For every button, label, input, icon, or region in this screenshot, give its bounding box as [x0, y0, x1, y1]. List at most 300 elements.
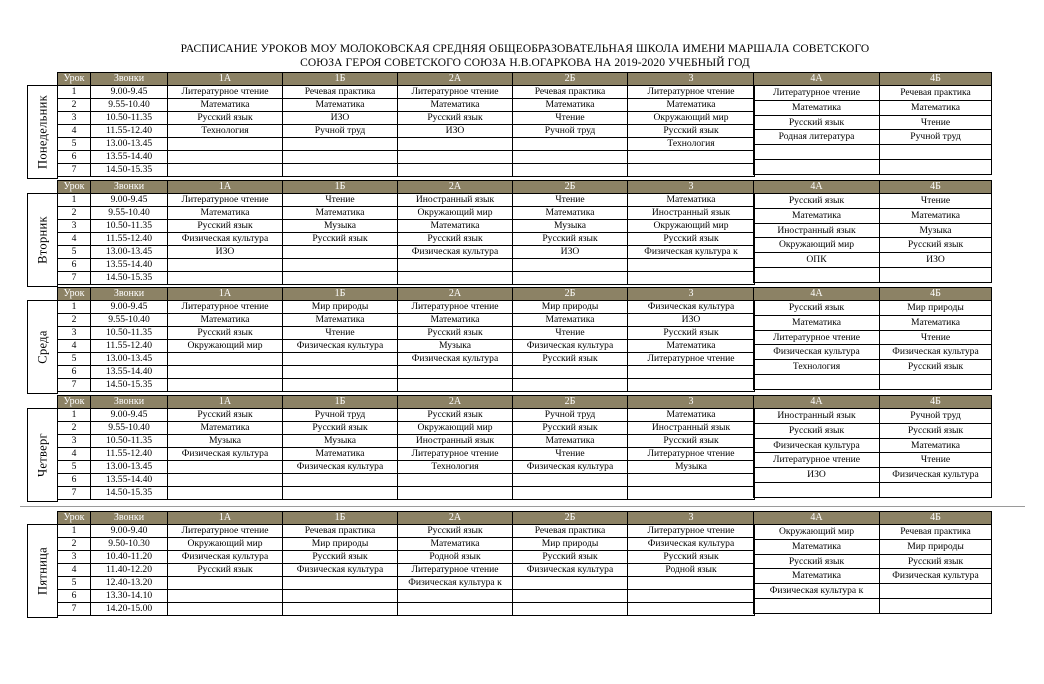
bell-time: 11.55-12.40	[91, 448, 168, 461]
header-lesson: Урок	[58, 396, 91, 409]
header-class: 3	[628, 73, 755, 86]
header-row	[58, 73, 755, 86]
day-label	[27, 193, 58, 287]
bell-time: 13.00-13.45	[91, 353, 168, 366]
day-name: Пятница	[35, 547, 49, 596]
header-class: 2А	[398, 288, 513, 301]
subject-cell: Окружающий мир	[168, 340, 283, 353]
subject-cell	[628, 164, 755, 177]
lesson-number: 1	[58, 525, 91, 538]
subject-cell: Мир природы	[283, 301, 398, 314]
subject-cell	[283, 353, 398, 366]
bell-time: 9.00-9.45	[91, 194, 168, 207]
subject-cell: Музыка	[628, 461, 755, 474]
subject-cell: Литературное чтение	[628, 353, 755, 366]
header-bells: Звонки	[91, 73, 168, 86]
header-lesson: Урок	[58, 181, 91, 194]
day-label	[27, 300, 58, 394]
subject-cell	[513, 366, 628, 379]
table-row	[58, 538, 755, 551]
subject-cell: Русский язык	[754, 115, 880, 130]
lesson-number: 3	[58, 220, 91, 233]
subject-cell: Физическая культура	[283, 461, 398, 474]
table-row	[754, 145, 992, 160]
header-bells: Звонки	[91, 396, 168, 409]
header-bells: Звонки	[91, 288, 168, 301]
subject-cell: Литературное чтение	[754, 330, 880, 345]
lesson-number: 3	[58, 551, 91, 564]
bell-time: 14.50-15.35	[91, 379, 168, 392]
table-row	[754, 482, 992, 497]
header-class: 1Б	[283, 181, 398, 194]
subject-cell: Физическая культура	[168, 233, 283, 246]
header-class: 4А	[754, 396, 880, 409]
table-row	[58, 366, 755, 379]
subject-cell	[398, 487, 513, 500]
table-row	[754, 539, 992, 554]
subject-cell: Технология	[628, 138, 755, 151]
table-row	[754, 598, 992, 613]
table-row	[58, 474, 755, 487]
subject-cell	[880, 159, 992, 174]
subject-cell	[283, 577, 398, 590]
subject-cell	[628, 379, 755, 392]
subject-cell: Речевая практика	[283, 525, 398, 538]
subject-cell: Русский язык	[880, 554, 992, 569]
subject-cell	[168, 487, 283, 500]
subject-cell	[628, 151, 755, 164]
subject-cell	[754, 374, 880, 389]
subject-cell	[398, 590, 513, 603]
day-name: Вторник	[35, 216, 49, 265]
table-row	[754, 267, 992, 282]
subject-cell: Музыка	[283, 220, 398, 233]
subject-cell: Чтение	[513, 448, 628, 461]
subject-cell: Технология	[754, 360, 880, 375]
timetable-left	[57, 72, 755, 177]
subject-cell	[398, 366, 513, 379]
table-row	[58, 272, 755, 285]
subject-cell: Математика	[513, 314, 628, 327]
subject-cell	[513, 151, 628, 164]
subject-cell: Физическая культура	[398, 353, 513, 366]
table-row	[58, 301, 755, 314]
subject-cell: Физическая культура	[283, 564, 398, 577]
subject-cell	[628, 487, 755, 500]
subject-cell	[168, 164, 283, 177]
table-row	[754, 525, 992, 540]
lesson-number: 7	[58, 487, 91, 500]
lesson-number: 5	[58, 461, 91, 474]
subject-cell	[513, 164, 628, 177]
header-class: 1Б	[283, 73, 398, 86]
bell-time: 11.40-12.20	[91, 564, 168, 577]
bell-time: 9.00-9.40	[91, 525, 168, 538]
header-class: 2А	[398, 73, 513, 86]
subject-cell: Окружающий мир	[754, 238, 880, 253]
subject-cell: Ручной труд	[880, 409, 992, 424]
subject-cell: Русский язык	[628, 551, 755, 564]
subject-cell	[168, 151, 283, 164]
table-row	[754, 409, 992, 424]
table-row	[58, 86, 755, 99]
subject-cell: Математика	[398, 99, 513, 112]
header-class: 4А	[754, 181, 880, 194]
header-class: 1А	[168, 181, 283, 194]
lesson-number: 1	[58, 409, 91, 422]
subject-cell: Математика	[880, 208, 992, 223]
subject-cell	[168, 461, 283, 474]
table-row	[58, 194, 755, 207]
subject-cell: Физическая культура	[168, 551, 283, 564]
table-row	[58, 246, 755, 259]
subject-cell	[398, 272, 513, 285]
subject-cell: Мир природы	[283, 538, 398, 551]
subject-cell: Речевая практика	[880, 86, 992, 101]
subject-cell: Русский язык	[398, 327, 513, 340]
subject-cell: Физическая культура	[754, 438, 880, 453]
subject-cell: Чтение	[283, 327, 398, 340]
subject-cell: Русский язык	[513, 233, 628, 246]
subject-cell	[283, 379, 398, 392]
subject-cell: Иностранный язык	[398, 435, 513, 448]
table-row	[58, 233, 755, 246]
table-row	[754, 100, 992, 115]
subject-cell	[168, 590, 283, 603]
table-row	[58, 314, 755, 327]
table-row	[58, 99, 755, 112]
header-class: 4Б	[880, 73, 992, 86]
header-row	[754, 73, 992, 86]
subject-cell	[398, 603, 513, 616]
header-class: 2А	[398, 181, 513, 194]
subject-cell: Технология	[398, 461, 513, 474]
table-row	[754, 554, 992, 569]
lesson-number: 2	[58, 99, 91, 112]
header-row	[58, 512, 755, 525]
subject-cell	[513, 272, 628, 285]
subject-cell: ИЗО	[283, 112, 398, 125]
subject-cell: Чтение	[880, 330, 992, 345]
subject-cell	[398, 164, 513, 177]
subject-cell: Физическая культура	[880, 569, 992, 584]
subject-cell: Русский язык	[168, 409, 283, 422]
subject-cell: Математика	[628, 340, 755, 353]
title-line-2: СОЮЗА ГЕРОЯ СОВЕТСКОГО СОЮЗА Н.В.ОГАРКОВА НА 2019-2020 УЧЕБНЫЙ ГОД	[300, 57, 750, 69]
bell-time: 9.50-10.30	[91, 538, 168, 551]
header-lesson: Урок	[58, 73, 91, 86]
subject-cell: Окружающий мир	[168, 538, 283, 551]
table-row	[754, 584, 992, 599]
table-row	[58, 577, 755, 590]
table-row	[754, 238, 992, 253]
header-class: 3	[628, 396, 755, 409]
header-class: 4А	[754, 512, 880, 525]
header-class: 2А	[398, 396, 513, 409]
table-row	[754, 360, 992, 375]
subject-cell: Музыка	[513, 220, 628, 233]
table-row	[754, 208, 992, 223]
subject-cell	[628, 259, 755, 272]
subject-cell: Математика	[628, 194, 755, 207]
subject-cell: Математика	[754, 208, 880, 223]
bell-time: 14.50-15.35	[91, 487, 168, 500]
subject-cell: Литературное чтение	[398, 564, 513, 577]
subject-cell: Литературное чтение	[398, 86, 513, 99]
header-class: 1А	[168, 73, 283, 86]
subject-cell: ИЗО	[880, 253, 992, 268]
subject-cell: Литературное чтение	[398, 301, 513, 314]
header-row	[58, 288, 755, 301]
table-row	[58, 125, 755, 138]
header-class: 2Б	[513, 73, 628, 86]
subject-cell: Физическая культура к	[628, 246, 755, 259]
table-row	[58, 327, 755, 340]
table-row	[754, 374, 992, 389]
lesson-number: 4	[58, 564, 91, 577]
bell-time: 13.30-14.10	[91, 590, 168, 603]
subject-cell: Математика	[628, 409, 755, 422]
header-row	[58, 181, 755, 194]
table-row	[754, 130, 992, 145]
subject-cell: Литературное чтение	[168, 301, 283, 314]
bell-time: 9.55-10.40	[91, 314, 168, 327]
day-label	[27, 524, 58, 618]
subject-cell: Русский язык	[754, 194, 880, 209]
subject-cell: Математика	[283, 99, 398, 112]
header-class: 3	[628, 512, 755, 525]
subject-cell	[754, 267, 880, 282]
subject-cell	[880, 374, 992, 389]
subject-cell: Физическая культура	[398, 246, 513, 259]
subject-cell: Русский язык	[754, 301, 880, 316]
subject-cell	[398, 259, 513, 272]
subject-cell: Чтение	[283, 194, 398, 207]
subject-cell: Русский язык	[628, 435, 755, 448]
subject-cell: Иностранный язык	[628, 422, 755, 435]
bell-time: 13.55-14.40	[91, 366, 168, 379]
bell-time: 10.50-11.35	[91, 112, 168, 125]
subject-cell: Математика	[880, 438, 992, 453]
subject-cell: Математика	[628, 99, 755, 112]
header-class: 2Б	[513, 288, 628, 301]
table-row	[58, 590, 755, 603]
subject-cell: Музыка	[398, 340, 513, 353]
bell-time: 14.50-15.35	[91, 272, 168, 285]
subject-cell	[168, 353, 283, 366]
header-class: 4Б	[880, 396, 992, 409]
subject-cell: Чтение	[880, 194, 992, 209]
lesson-number: 2	[58, 538, 91, 551]
subject-cell: Литературное чтение	[754, 86, 880, 101]
subject-cell	[628, 590, 755, 603]
subject-cell: Физическая культура	[283, 340, 398, 353]
subject-cell: Окружающий мир	[628, 220, 755, 233]
subject-cell: Музыка	[283, 435, 398, 448]
subject-cell: Мир природы	[880, 539, 992, 554]
subject-cell: Русский язык	[168, 564, 283, 577]
bell-time: 9.55-10.40	[91, 207, 168, 220]
subject-cell	[168, 138, 283, 151]
subject-cell	[283, 487, 398, 500]
lesson-number: 7	[58, 272, 91, 285]
table-row	[754, 159, 992, 174]
subject-cell: Чтение	[513, 194, 628, 207]
subject-cell: Окружающий мир	[398, 207, 513, 220]
subject-cell: ИЗО	[628, 314, 755, 327]
lesson-number: 3	[58, 435, 91, 448]
subject-cell: Физическая культура	[513, 564, 628, 577]
table-row	[58, 164, 755, 177]
subject-cell	[880, 598, 992, 613]
subject-cell	[880, 267, 992, 282]
subject-cell: Иностранный язык	[754, 223, 880, 238]
header-class: 2Б	[513, 181, 628, 194]
lesson-number: 6	[58, 366, 91, 379]
header-class: 1Б	[283, 512, 398, 525]
header-class: 1А	[168, 396, 283, 409]
table-row	[754, 315, 992, 330]
day-label	[27, 408, 58, 502]
subject-cell: Ручной труд	[283, 125, 398, 138]
subject-cell: Математика	[283, 448, 398, 461]
subject-cell	[754, 482, 880, 497]
subject-cell	[283, 590, 398, 603]
header-class: 3	[628, 288, 755, 301]
subject-cell: Математика	[754, 569, 880, 584]
subject-cell: Иностранный язык	[398, 194, 513, 207]
subject-cell	[168, 366, 283, 379]
table-row	[58, 564, 755, 577]
subject-cell: Технология	[168, 125, 283, 138]
subject-cell: Русский язык	[880, 238, 992, 253]
table-row	[58, 422, 755, 435]
timetable-left	[57, 395, 755, 500]
section-divider	[20, 506, 1025, 507]
timetable-right	[753, 395, 992, 498]
lesson-number: 5	[58, 577, 91, 590]
bell-time: 11.55-12.40	[91, 125, 168, 138]
bell-time: 9.00-9.45	[91, 86, 168, 99]
lesson-number: 2	[58, 207, 91, 220]
table-row	[58, 435, 755, 448]
subject-cell: Русский язык	[628, 327, 755, 340]
timetable-left	[57, 287, 755, 392]
lesson-number: 7	[58, 603, 91, 616]
bell-time: 14.20-15.00	[91, 603, 168, 616]
timetable-right	[753, 180, 992, 283]
subject-cell: Мир природы	[513, 538, 628, 551]
table-row	[58, 112, 755, 125]
header-class: 4Б	[880, 512, 992, 525]
subject-cell: Математика	[283, 314, 398, 327]
bell-time: 10.40-11.20	[91, 551, 168, 564]
subject-cell: Физическая культура	[754, 345, 880, 360]
subject-cell: Русский язык	[283, 422, 398, 435]
header-row	[754, 288, 992, 301]
subject-cell	[628, 577, 755, 590]
subject-cell	[283, 164, 398, 177]
subject-cell	[513, 474, 628, 487]
subject-cell	[168, 259, 283, 272]
subject-cell	[513, 379, 628, 392]
timetable-right	[753, 72, 992, 175]
table-row	[754, 453, 992, 468]
header-class: 1А	[168, 288, 283, 301]
subject-cell: Мир природы	[880, 301, 992, 316]
header-class: 1Б	[283, 396, 398, 409]
bell-time: 10.50-11.35	[91, 220, 168, 233]
subject-cell: Физическая культура	[168, 448, 283, 461]
header-class: 2А	[398, 512, 513, 525]
bell-time: 12.40-13.20	[91, 577, 168, 590]
bell-time: 13.00-13.45	[91, 461, 168, 474]
subject-cell: Чтение	[513, 112, 628, 125]
subject-cell: Иностранный язык	[628, 207, 755, 220]
lesson-number: 4	[58, 340, 91, 353]
lesson-number: 6	[58, 151, 91, 164]
subject-cell	[628, 474, 755, 487]
subject-cell: Математика	[283, 207, 398, 220]
lesson-number: 7	[58, 379, 91, 392]
header-class: 4А	[754, 288, 880, 301]
lesson-number: 4	[58, 233, 91, 246]
subject-cell: Музыка	[168, 435, 283, 448]
subject-cell	[880, 145, 992, 160]
header-class: 4Б	[880, 181, 992, 194]
header-lesson: Урок	[58, 288, 91, 301]
subject-cell: Математика	[168, 314, 283, 327]
subject-cell: Математика	[168, 422, 283, 435]
lesson-number: 1	[58, 194, 91, 207]
subject-cell	[754, 159, 880, 174]
header-bells: Звонки	[91, 512, 168, 525]
subject-cell: Русский язык	[168, 327, 283, 340]
subject-cell	[283, 366, 398, 379]
header-class: 1А	[168, 512, 283, 525]
subject-cell: ИЗО	[513, 246, 628, 259]
table-row	[58, 448, 755, 461]
subject-cell	[283, 474, 398, 487]
table-row	[754, 330, 992, 345]
lesson-number: 6	[58, 259, 91, 272]
day-name: Понедельник	[35, 95, 49, 170]
bell-time: 11.55-12.40	[91, 233, 168, 246]
subject-cell: Математика	[513, 99, 628, 112]
subject-cell: Литературное чтение	[398, 448, 513, 461]
bell-time: 14.50-15.35	[91, 164, 168, 177]
table-row	[58, 461, 755, 474]
subject-cell: Окружающий мир	[628, 112, 755, 125]
timetable-right	[753, 287, 992, 390]
subject-cell: Родной язык	[398, 551, 513, 564]
header-class: 2Б	[513, 396, 628, 409]
subject-cell: Физическая культура	[880, 468, 992, 483]
bell-time: 9.00-9.45	[91, 409, 168, 422]
subject-cell: Русский язык	[628, 233, 755, 246]
lesson-number: 5	[58, 246, 91, 259]
subject-cell: Ручной труд	[513, 409, 628, 422]
subject-cell: Литературное чтение	[168, 86, 283, 99]
subject-cell	[398, 474, 513, 487]
lesson-number: 6	[58, 474, 91, 487]
table-row	[58, 138, 755, 151]
subject-cell: Литературное чтение	[628, 525, 755, 538]
subject-cell: Русский язык	[513, 551, 628, 564]
lesson-number: 3	[58, 112, 91, 125]
header-bells: Звонки	[91, 181, 168, 194]
table-row	[754, 86, 992, 101]
